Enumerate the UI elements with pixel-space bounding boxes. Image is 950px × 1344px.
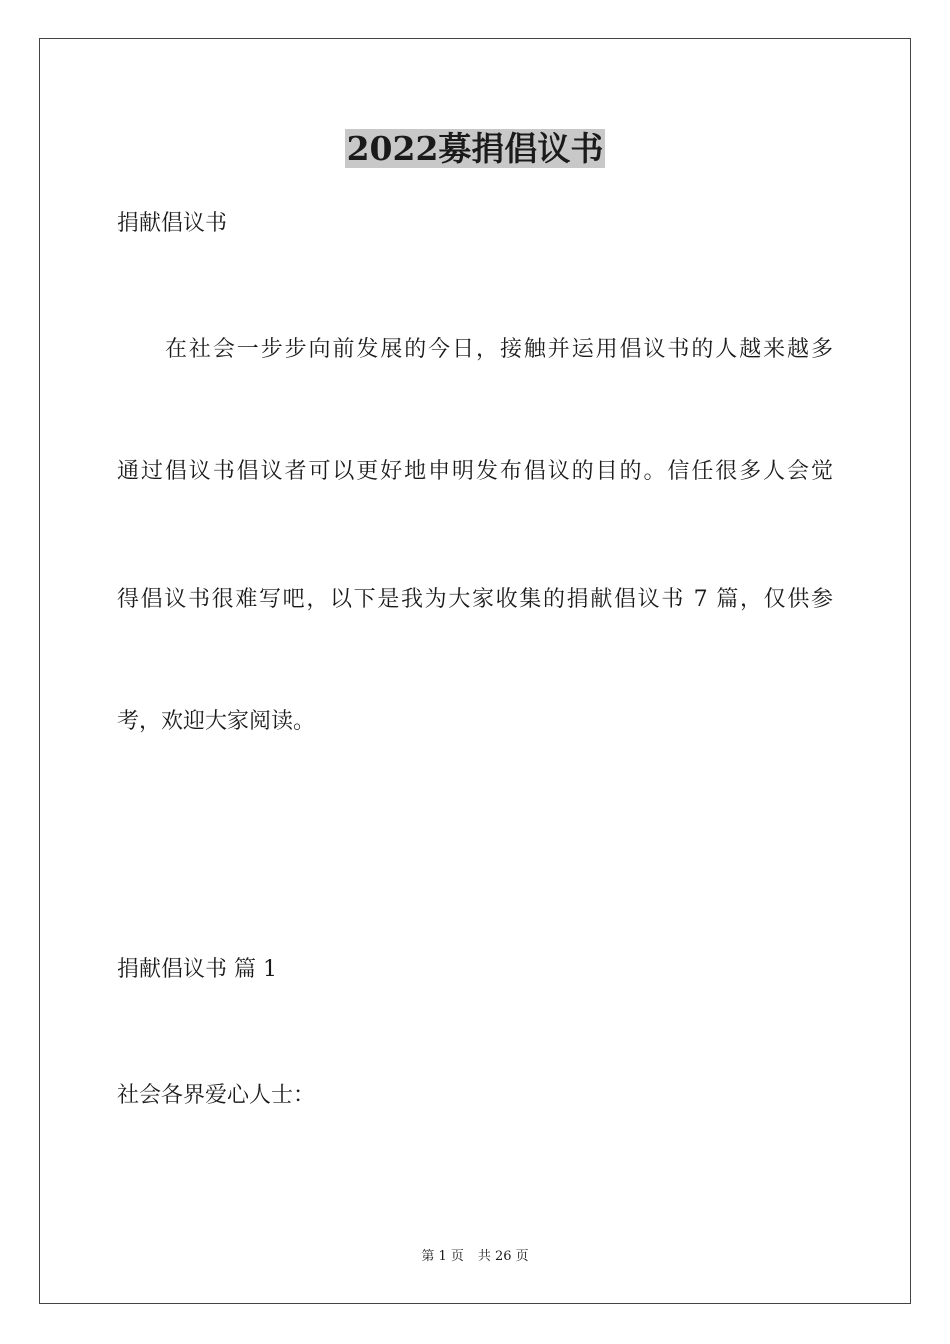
document-title (0, 128, 950, 170)
intro-paragraph-line-2: 通过倡议书倡议者可以更好地申明发布倡议的目的。信任很多人会觉 (117, 459, 833, 484)
salutation: 社会各界爱心人士： (117, 1083, 316, 1108)
page-footer (0, 1248, 950, 1266)
page-number: 第 1 页 (421, 1249, 464, 1264)
document-subtitle: 捐献倡议书 (117, 211, 228, 236)
intro-paragraph-line-3: 得倡议书很难写吧，以下是我为大家收集的捐献倡议书 7 篇，仅供参 (117, 587, 833, 612)
page-total: 共 26 页 (477, 1249, 529, 1264)
document-title-text: 2022募捐倡议书 (346, 129, 604, 168)
section-heading: 捐献倡议书 篇 1 (117, 957, 277, 982)
intro-paragraph-line-1: 在社会一步步向前发展的今日，接触并运用倡议书的人越来越多 (165, 337, 833, 362)
intro-paragraph-line-4: 考，欢迎大家阅读。 (117, 709, 316, 734)
